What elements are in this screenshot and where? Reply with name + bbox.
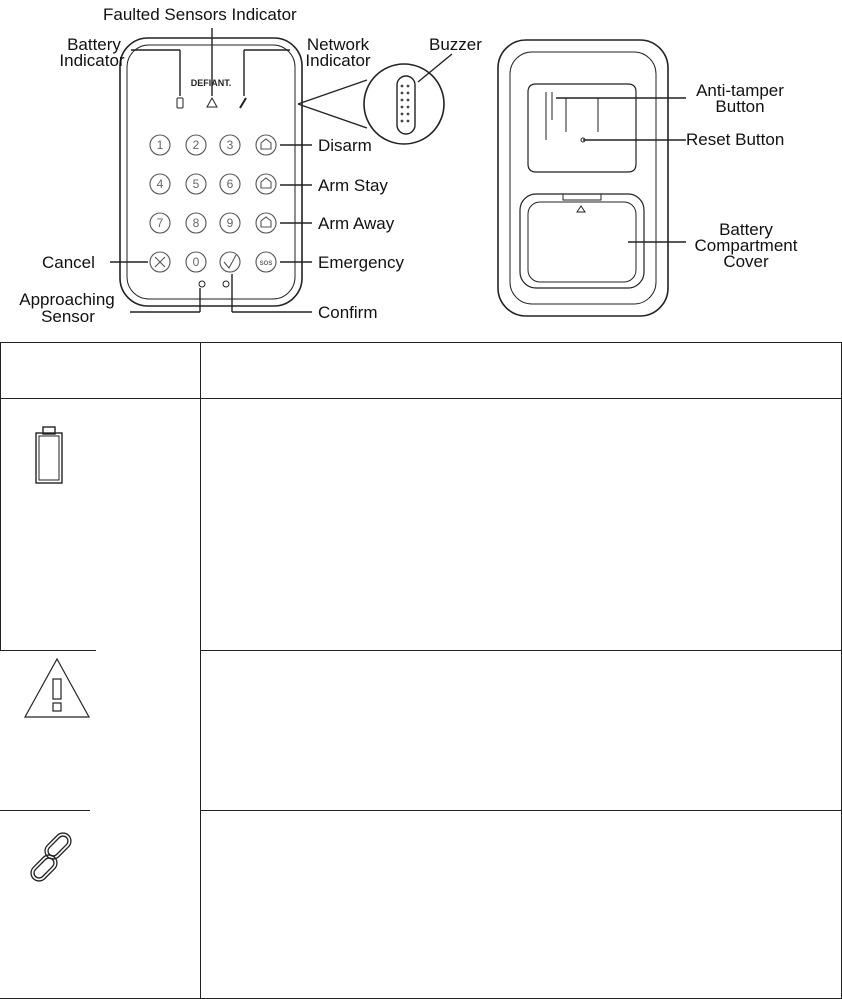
confirm-label: Confirm	[318, 303, 378, 322]
anti-tamper-label-line1: Anti-tamper	[696, 81, 784, 100]
reset-button-label: Reset Button	[686, 130, 785, 149]
cancel-x-glyph	[155, 257, 165, 267]
table-row	[0, 399, 842, 650]
emergency-label: Emergency	[318, 253, 404, 272]
battery-cover-label-line1: Battery	[719, 220, 773, 239]
key-0: 0	[192, 255, 200, 269]
network-indicator-label-line2: Indicator	[305, 51, 371, 70]
battery-indicator-label-line1: Battery	[67, 35, 121, 54]
key-6: 6	[226, 177, 234, 191]
key-5: 5	[192, 177, 200, 191]
disarm-label: Disarm	[318, 136, 372, 155]
warning-icon	[22, 655, 92, 721]
link-icon	[24, 827, 84, 887]
approaching-sensor-label-line2: Sensor	[41, 307, 95, 326]
arm-away-house-glyph	[261, 217, 271, 227]
table-header-row	[0, 342, 842, 398]
cancel-label: Cancel	[42, 253, 95, 272]
sos-key-label: SOS	[259, 261, 273, 267]
key-7: 7	[156, 216, 164, 230]
key-4: 4	[156, 177, 164, 191]
indicator-table	[0, 342, 842, 999]
brand-logo: DEFIANT.	[190, 78, 232, 88]
battery-cover-label-line2: Compartment	[694, 236, 798, 255]
faulted-sensors-indicator-label: Faulted Sensors Indicator	[103, 5, 297, 24]
key-3: 3	[226, 138, 234, 152]
disarm-house-glyph	[261, 139, 271, 149]
buzzer-label: Buzzer	[429, 35, 482, 54]
arm-stay-house-glyph	[261, 178, 271, 188]
battery-cover-label-line3: Cover	[723, 252, 769, 271]
confirm-check-glyph	[224, 255, 236, 268]
table-row	[0, 651, 842, 810]
network-indicator-label-line1: Network	[306, 35, 370, 54]
key-1: 1	[156, 138, 164, 152]
battery-icon	[34, 425, 64, 485]
key-9: 9	[226, 216, 234, 230]
arm-stay-label: Arm Stay	[318, 176, 388, 195]
arm-away-label: Arm Away	[318, 214, 395, 233]
key-2: 2	[192, 138, 200, 152]
table-row	[0, 811, 842, 998]
keypad-diagram	[0, 0, 842, 330]
anti-tamper-label-line2: Button	[715, 97, 765, 116]
approaching-sensor-label-line1: Approaching	[19, 290, 115, 309]
battery-indicator-label-line2: Indicator	[59, 51, 125, 70]
key-8: 8	[192, 216, 200, 230]
